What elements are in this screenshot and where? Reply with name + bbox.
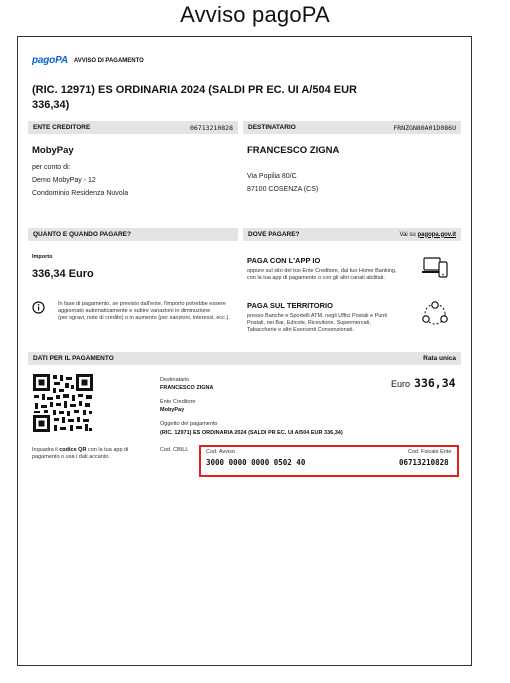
notice-code-value: 3000 0000 0000 0502 40 [206, 458, 306, 467]
app-line2: con la tua app di pagamento o con gli altri canali abilitati. [247, 275, 385, 281]
pd-amount [391, 376, 456, 390]
creditor-name: MobyPay [32, 145, 74, 156]
logo-row [32, 55, 144, 66]
where-site-link[interactable]: pagopa.gov.it [417, 231, 456, 238]
territory-title: PAGA SUL TERRITORIO [247, 301, 333, 310]
app-title: PAGA CON L'APP IO [247, 256, 321, 265]
qr-caption-line2: pagamento o usa i dati accanto. [32, 454, 110, 460]
territory-description [247, 313, 422, 334]
territory-line2: Postali, nei Bar, Edicole, Ricevitorie, Supermercati, [247, 320, 371, 326]
qr-caption-bold: codice QR [59, 447, 87, 453]
app-line1: oppure sul sito del tuo Ente Creditore, dal tuo Home Banking, [247, 268, 397, 274]
info-icon [32, 301, 45, 314]
pd-recipient-value: FRANCESCO ZIGNA [160, 385, 214, 391]
notice-code-label: Cod. Avviso [206, 449, 235, 455]
recipient-bar [243, 121, 461, 134]
creditor-fiscal-code: 06713210828 [189, 123, 233, 132]
qr-caption [32, 447, 142, 461]
notice-type-label: AVVISO DI PAGAMENTO [73, 57, 144, 64]
amount-note-line2: aggiornato automaticamente e subire variazioni in diminuzione [58, 308, 211, 314]
where-heading: DOVE PAGARE? [248, 231, 300, 238]
page-caption: Avviso pagoPA [180, 2, 330, 27]
recipient-fiscal-code: FRNZGN80A01D086U [393, 123, 456, 132]
payment-notice-document [17, 36, 472, 666]
notice-title: (RIC. 12971) ES ORDINARIA 2024 (SALDI PR EC. UI A/504 EUR 336,34) [32, 84, 357, 111]
pagopa-logo: pagoPA [32, 55, 68, 66]
amount-note-line1: In fase di pagamento, se previsto dall'ente, l'importo potrebbe essere [58, 301, 226, 307]
app-description [247, 268, 417, 282]
amount-note [58, 301, 238, 322]
map-pins-icon [420, 299, 450, 329]
recipient-address2: 87100 COSENZA (CS) [247, 186, 319, 193]
amount-note-line3: (per sgravi, note di credito) o in aumento (per sanzioni, interessi, ecc.). [58, 315, 230, 321]
qr-caption-line1 [32, 447, 142, 454]
where-site-prefix: Vai su [399, 231, 416, 238]
installment-label: Rata unica [423, 355, 456, 362]
amount-value: 336,34 Euro [32, 268, 94, 280]
on-behalf-line2: Condominio Residenza Nuvola [32, 190, 129, 197]
pd-currency: Euro [391, 379, 411, 389]
where-site [400, 232, 456, 238]
pd-subject-value: (RIC. 12971) ES ORDINARIA 2024 (SALDI PR EC. UI A/504 EUR 336,34) [160, 430, 343, 436]
recipient-address1: Via Popilia 80/C [247, 173, 297, 180]
payment-heading: DATI PER IL PAGAMENTO [33, 355, 114, 362]
pd-subject-label: Oggetto del pagamento [160, 421, 218, 427]
creditor-bar [28, 121, 238, 134]
territory-line1: presso Banche e Sportelli ATM, negli Uffici Postali e Punti [247, 313, 388, 319]
pd-amount-value: 336,34 [414, 376, 456, 390]
cbill-label: Cod. CBILL [160, 447, 189, 453]
recipient-name: FRANCESCO ZIGNA [247, 145, 340, 156]
pd-creditor-value: MobyPay [160, 407, 185, 413]
on-behalf-line1: Demo MobyPay - 12 [32, 177, 96, 184]
creditor-heading: ENTE CREDITORE [33, 124, 91, 131]
when-bar [28, 228, 238, 241]
qr-caption-post: con la tua app di [87, 447, 129, 453]
fiscal-code-label: Cod. Fiscale Ente [408, 449, 452, 455]
devices-icon [422, 255, 448, 281]
when-heading: QUANTO E QUANDO PAGARE? [33, 231, 131, 238]
pd-creditor-label: Ente Creditore [160, 399, 196, 405]
qr-code [32, 373, 94, 433]
recipient-heading: DESTINATARIO [248, 124, 296, 131]
on-behalf-label: per conto di: [32, 164, 71, 171]
pd-recipient-label: Destinatario [160, 377, 190, 383]
amount-label: Importo [32, 254, 53, 260]
payment-bar [28, 352, 461, 365]
territory-line3: Tabaccherie e altri Esercenti Convenzionati. [247, 327, 355, 333]
where-bar [243, 228, 461, 241]
qr-caption-pre: Inquadra il [32, 447, 58, 453]
fiscal-code-value: 06713210828 [399, 458, 449, 467]
